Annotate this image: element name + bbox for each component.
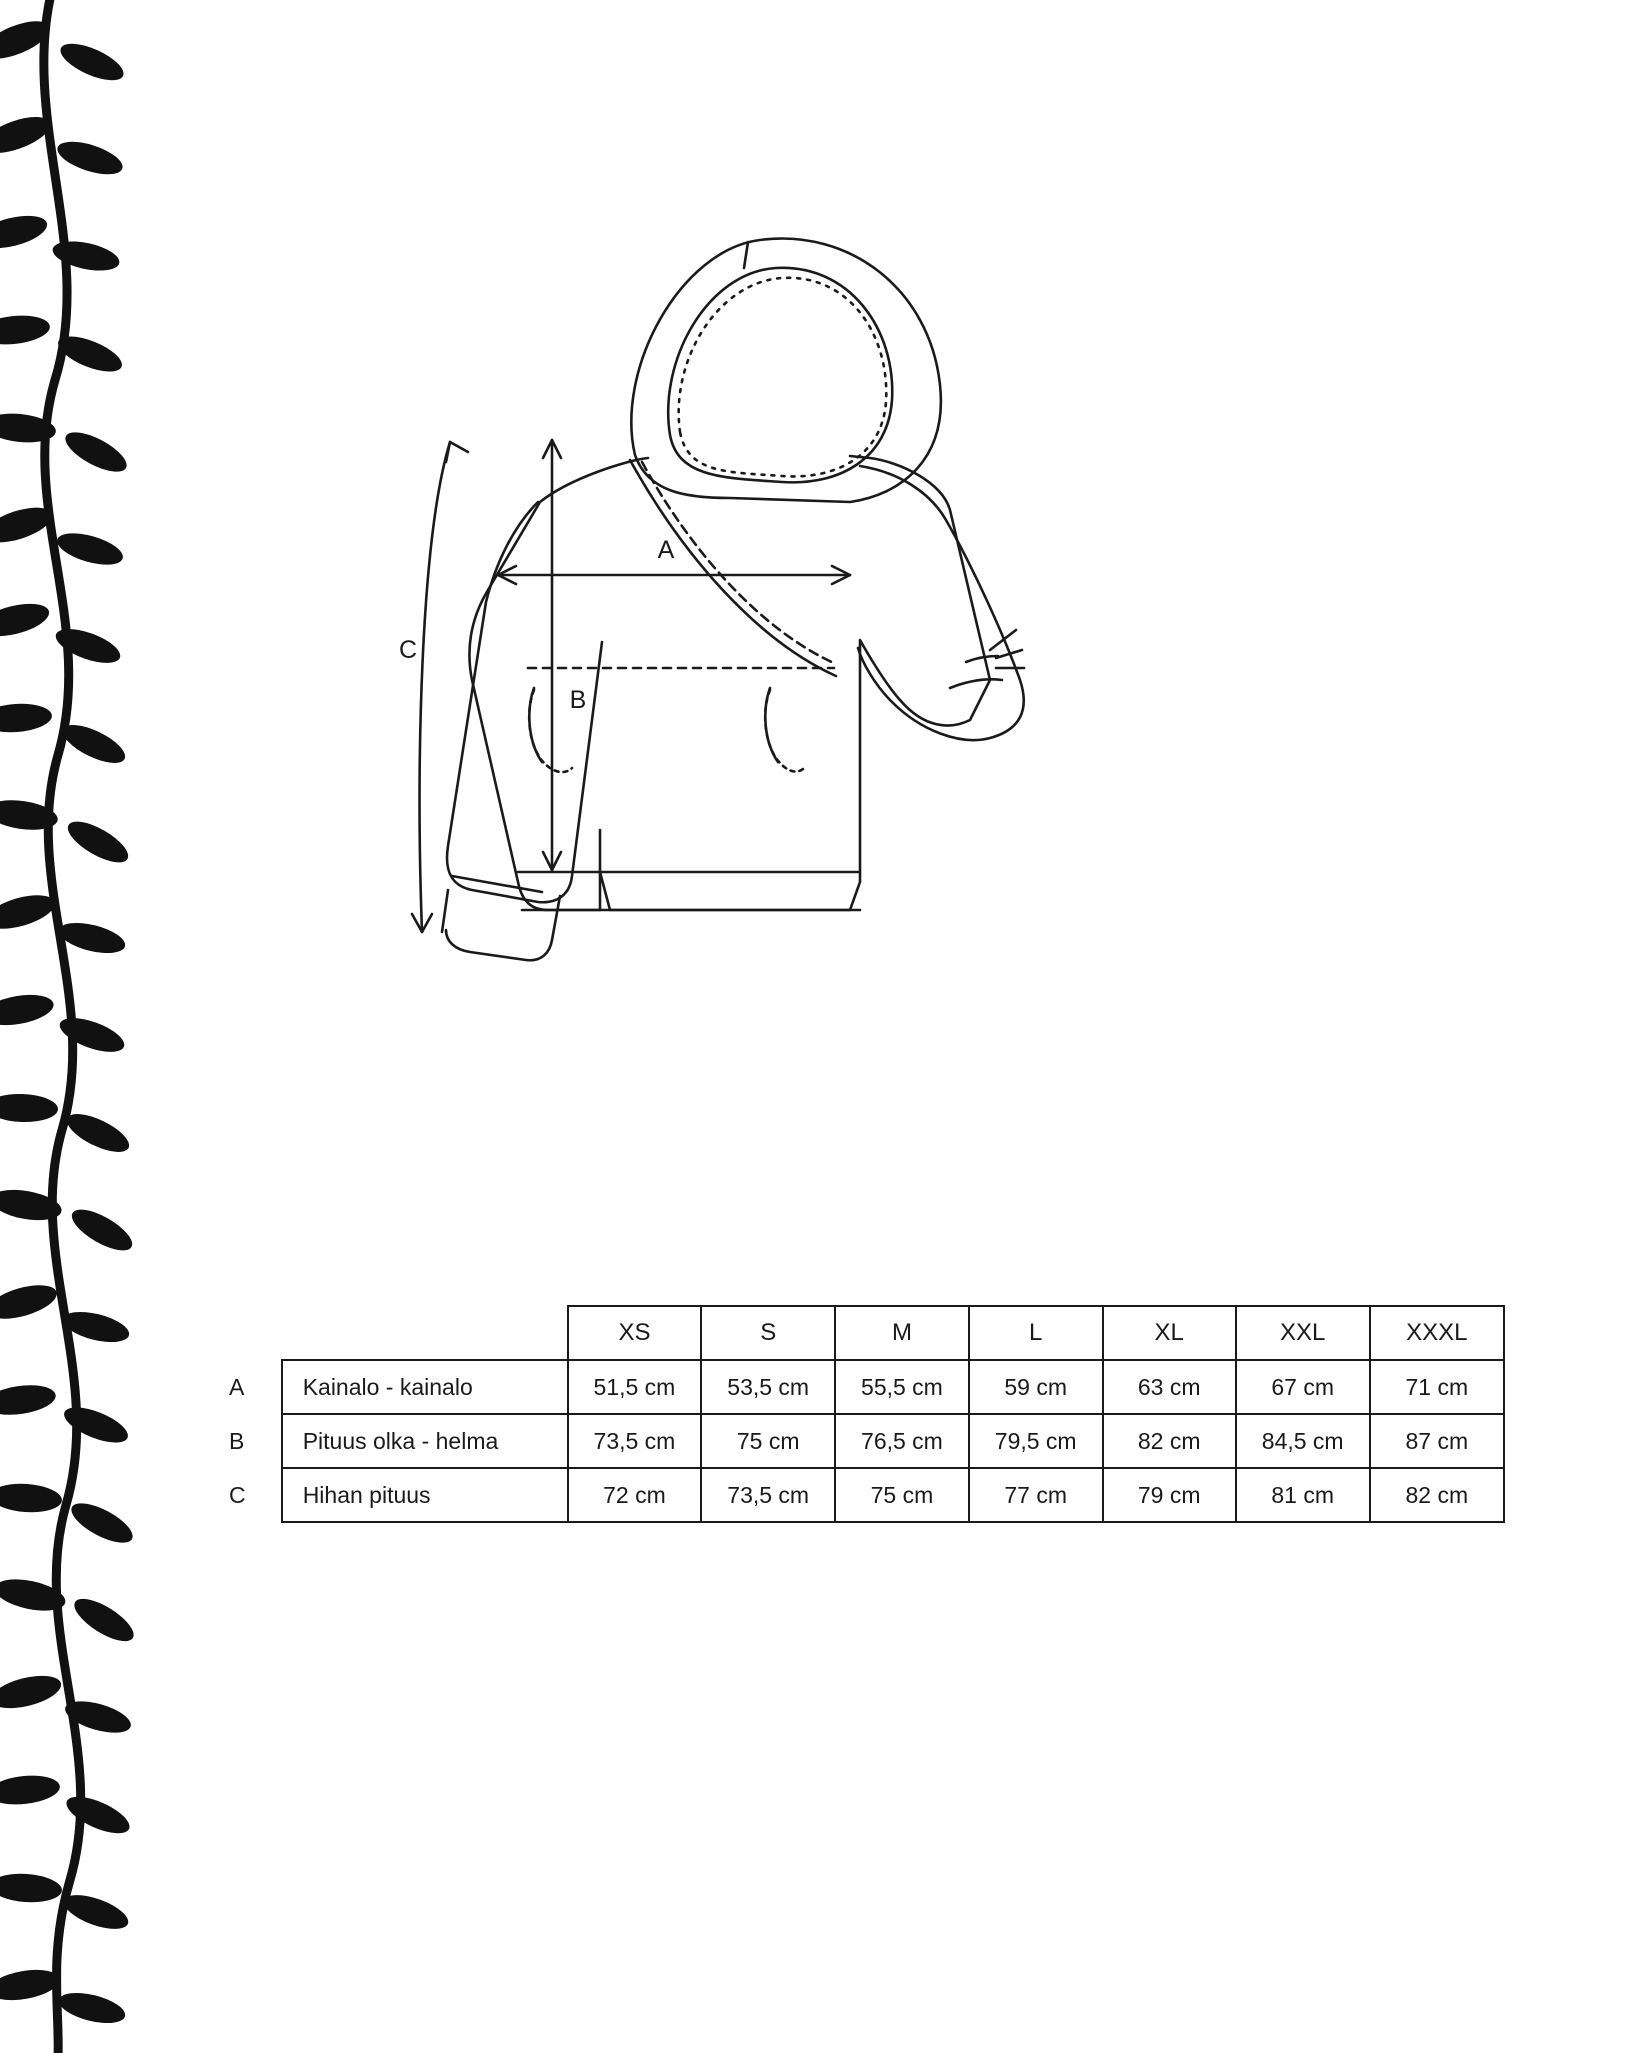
body-outline (469, 456, 990, 910)
cell-b-l: 79,5 cm (969, 1414, 1103, 1468)
measurements-table-wrapper (215, 1305, 1505, 1523)
hood-drawcord-stitch (679, 278, 887, 477)
header-size-xl: XL (1103, 1306, 1236, 1360)
cell-c-xl: 79 cm (1103, 1468, 1236, 1522)
right-sleeve (858, 466, 1024, 740)
cell-a-l: 59 cm (969, 1360, 1103, 1414)
cell-c-l: 77 cm (969, 1468, 1103, 1522)
table-row (215, 1468, 1504, 1522)
leaf-vine-decoration (0, 0, 165, 2048)
measurements-table (215, 1305, 1505, 1523)
header-size-xxxl: XXXL (1370, 1306, 1504, 1360)
label-a: A (657, 536, 675, 564)
measure-c-arrow (412, 442, 468, 932)
header-size-s: S (701, 1306, 835, 1360)
cell-c-s: 73,5 cm (701, 1468, 835, 1522)
cell-a-s: 53,5 cm (701, 1360, 835, 1414)
cell-a-xl: 63 cm (1103, 1360, 1236, 1414)
header-size-xxl: XXL (1236, 1306, 1370, 1360)
header-size-l: L (969, 1306, 1103, 1360)
cell-c-m: 75 cm (835, 1468, 969, 1522)
table-header-row (215, 1306, 1504, 1360)
cell-a-xxxl: 71 cm (1370, 1360, 1504, 1414)
label-b: B (569, 686, 587, 714)
cell-b-xs: 73,5 cm (568, 1414, 702, 1468)
cell-c-xs: 72 cm (568, 1468, 702, 1522)
cell-b-xxxl: 87 cm (1370, 1414, 1504, 1468)
left-cuff-bottom (446, 896, 560, 960)
cell-a-m: 55,5 cm (835, 1360, 969, 1414)
row-letter-a: A (229, 1373, 245, 1400)
header-measure-cell (282, 1306, 568, 1360)
row-letter-b: B (229, 1427, 245, 1454)
row-name-c: Hihan pituus (282, 1468, 568, 1522)
hoodie-technical-drawing (398, 210, 1230, 1010)
cell-b-s: 75 cm (701, 1414, 835, 1468)
label-c: C (398, 636, 418, 664)
hood-opening (668, 268, 892, 483)
left-cuff-seam (442, 890, 448, 932)
cell-b-m: 76,5 cm (835, 1414, 969, 1468)
cell-a-xxl: 67 cm (1236, 1360, 1370, 1414)
row-letter-c: C (229, 1481, 246, 1508)
hood-center-seam (744, 242, 748, 268)
cell-b-xl: 82 cm (1103, 1414, 1236, 1468)
table-row (215, 1360, 1504, 1414)
cell-a-xs: 51,5 cm (568, 1360, 702, 1414)
table-row (215, 1414, 1504, 1468)
row-name-b: Pituus olka - helma (282, 1414, 568, 1468)
pocket-right-edge (765, 688, 778, 762)
cell-c-xxxl: 82 cm (1370, 1468, 1504, 1522)
measure-b-arrow (543, 440, 561, 870)
header-size-xs: XS (568, 1306, 702, 1360)
cell-b-xxl: 84,5 cm (1236, 1414, 1370, 1468)
left-cuff (452, 876, 542, 892)
pocket-left (529, 690, 572, 772)
right-cuff (950, 679, 1002, 688)
header-size-m: M (835, 1306, 969, 1360)
pocket-left-edge (529, 688, 542, 762)
row-name-a: Kainalo - kainalo (282, 1360, 568, 1414)
header-letter-cell (215, 1306, 282, 1360)
pocket-right (765, 690, 806, 772)
cell-c-xxl: 81 cm (1236, 1468, 1370, 1522)
right-cuff-fold (966, 656, 998, 662)
